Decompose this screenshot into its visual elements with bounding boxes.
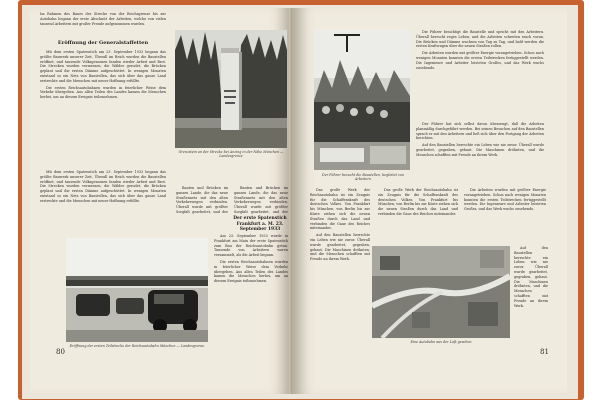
right-col6-paragraph: Auf den Baustellen herrschte ein Leben wie nie zuvor. Überall wurde gearbeitet, gegraben, gebaut. Die Maschinen dröhnten, und die Menschen schafften mit Freude an ihrem Werk. <box>514 246 548 308</box>
photo-aerial-autobahn-caption: Eine Autobahn aus der Luft gesehen <box>410 340 472 344</box>
left-col1-paragraph-2: Die ersten Reichsautobahnen wurden in feierlicher Weise dem Verkehr übergeben. Aus allen Teilen des Landes kamen die Menschen herbei, um an diesem Ereignis teilzunehmen. <box>40 85 166 100</box>
right-col1-paragraph: Die Führer besichtigt die Baustelle und spricht mit den Arbeitern. Überall herrscht reges Leben, und die Arbeiten schreiten rasch voran. Die Brücken und Dämme wachsen von Tag zu Tag, und bald werden die ersten Kraftwagen über die neuen Straßen rollen. <box>416 30 544 49</box>
photo-border-marker-caption: Grenzstein an der Strecke bei Anzing in der Nähe München — Landesgrenze <box>178 150 284 159</box>
right-page <box>292 8 567 394</box>
left-column-1b <box>40 170 166 234</box>
left-col1-paragraph-3: Mit dem ersten Spatenstich am 23. September 1933 begann das größte Bauwerk unserer Zeit. Überall im Reich wurden die Baustellen eröffnet, und tausende Volksgenossen fanden wieder Arbeit und Brot. Die Strecken wurden vermessen, die Wälder gerodet, die Brücken geplant und die ersten Dämme aufgeschüttet. In wenigen Monaten entstand so ein Netz von Baustellen, das sich über das ganze Land erstreckte und die Menschen mit neuer Hoffnung erfüllte. <box>40 170 166 203</box>
right-column-2 <box>416 122 544 188</box>
left-section2-heading: Der erste Spatenstich Frankfurt a. M. 23. September 1933 <box>233 216 287 232</box>
photo-opening-ceremony-caption: Eröffnung der ersten Teilstrecke der Reichsautobahn München — Landesgrenze <box>69 344 205 348</box>
left-col1-paragraph-1: Mit dem ersten Spatenstich am 23. September 1933 begann das größte Bauwerk unserer Zeit. Überall im Reich wurden die Baustellen eröffnet, und tausende Volksgenossen fanden wieder Arbeit und Brot. Die Strecken wurden vermessen, die Wälder gerodet, die Brücken geplant und die ersten Dämme aufgeschüttet. In wenigen Monaten entstand so ein Netz von Baustellen, das sich über das ganze Land erstreckte und die Menschen mit neuer Hoffnung erfüllte. <box>40 50 166 83</box>
left-col3-paragraph: Bauten und Brücken im ganzen Lande, die das neue Straßennetz mit den alten Verkehrswegen verbinden. Überall wurde mit größter Sorgfalt gearbeitet, und der <box>234 186 288 214</box>
photo-aerial-autobahn <box>372 246 510 338</box>
right-column-4 <box>378 188 458 242</box>
left-page <box>30 8 292 394</box>
right-column-5 <box>464 188 546 242</box>
right-col2-paragraph: Der Führer hat sich selbst davon überzeugt, daß die Arbeiten planmäßig durchgeführt werden. Bei seinen Besuchen auf den Baustellen sprach er mit den Arbeitern und ließ sich über den Fortgang der Arbeiten berichten. <box>416 122 544 141</box>
left-col4-paragraph-2: Die ersten Reichsautobahnen wurden in feierlicher Weise dem Verkehr übergeben. Aus allen Teilen des Landes kamen die Menschen herbei, um an diesem Ereignis teilzunehmen. <box>214 259 288 284</box>
photo-site-visit-caption: Der Führer besucht die Baustellen, begleitet von Arbeitern <box>322 173 404 182</box>
left-col2-paragraph: Bauten und Brücken im ganzen Lande, die das neue Straßennetz mit den alten Verkehrswegen verbinden. Überall wurde mit größter Sorgfalt gearbeitet, und der <box>176 186 228 214</box>
left-intro-text <box>40 12 166 38</box>
left-column-4 <box>214 234 288 344</box>
right-page-number: 81 <box>540 348 549 356</box>
right-col1-paragraph-2: Die Arbeiten wurden mit größter Energie vorangetrieben. Schon nach wenigen Monaten konnten die ersten Teilstrecken fertiggestellt werden. Die Ingenieure und Arbeiter leisteten Großes, und das Werk wuchs zusehends. <box>416 51 544 70</box>
right-col2-paragraph-2: Auf den Baustellen herrschte ein Leben wie nie zuvor. Überall wurde gearbeitet, gegraben, gebaut. Die Maschinen dröhnten, und die Menschen schafften mit Freude an ihrem Werk. <box>416 143 544 157</box>
left-page-number: 80 <box>56 348 65 356</box>
left-column-3 <box>234 186 288 214</box>
right-column-3 <box>310 188 370 338</box>
right-col3-paragraph: Das große Werk der Reichsautobahn ist ein Zeugnis für die Schaffenskraft des deutschen Volkes. Von Frankfurt bis München, von Berlin bis zur Küste ziehen sich die neuen Straßen durch das Land und verbinden die Gaue des Reiches miteinander. <box>310 188 370 231</box>
photo-border-marker <box>175 30 287 148</box>
photo-site-visit-image <box>314 30 410 170</box>
left-column-2 <box>176 186 228 214</box>
right-column-1 <box>416 30 544 120</box>
right-col4-paragraph: Das große Werk der Reichsautobahn ist ein Zeugnis für die Schaffenskraft des deutschen Volkes. Von Frankfurt bis München, von Berlin bis zur Küste ziehen sich die neuen Straßen durch das Land und verbinden die Gaue des Reiches miteinander. <box>378 188 458 216</box>
photo-border-marker-image <box>175 30 287 148</box>
left-col4-paragraph: Am 23. September 1933 wurde in Frankfurt am Main der erste Spatenstich zum Bau der Reichsautobahn getan. Tausende von Arbeitern waren versammelt, als die Arbeit begann. <box>214 234 288 258</box>
left-intro-paragraph: Im Rahmen des Baues der Strecke von der Reichsgrenze bis zur Autobahn begann der erste Abschnitt der Arbeiten, welche von vielen tausend Arbeitern mit großer Freude aufgenommen wurden. <box>40 12 166 26</box>
right-col3-paragraph-2: Auf den Baustellen herrschte ein Leben wie nie zuvor. Überall wurde gearbeitet, gegraben, gebaut. Die Maschinen dröhnten, und die Menschen schafften mit Freude an ihrem Werk. <box>310 233 370 262</box>
photo-aerial-autobahn-image <box>372 246 510 338</box>
right-col5-paragraph: Die Arbeiten wurden mit größter Energie vorangetrieben. Schon nach wenigen Monaten konnten die ersten Teilstrecken fertiggestellt werden. Die Ingenieure und Arbeiter leisteten Großes, und das Werk wuchs zusehends. <box>464 188 546 212</box>
right-column-6 <box>514 246 548 338</box>
left-column-1 <box>40 50 166 170</box>
photo-opening-ceremony <box>66 238 208 342</box>
photo-site-visit <box>314 30 410 170</box>
photo-opening-ceremony-image <box>66 238 208 342</box>
left-section-heading: Eröffnung der Generalstaffetten <box>57 40 149 46</box>
